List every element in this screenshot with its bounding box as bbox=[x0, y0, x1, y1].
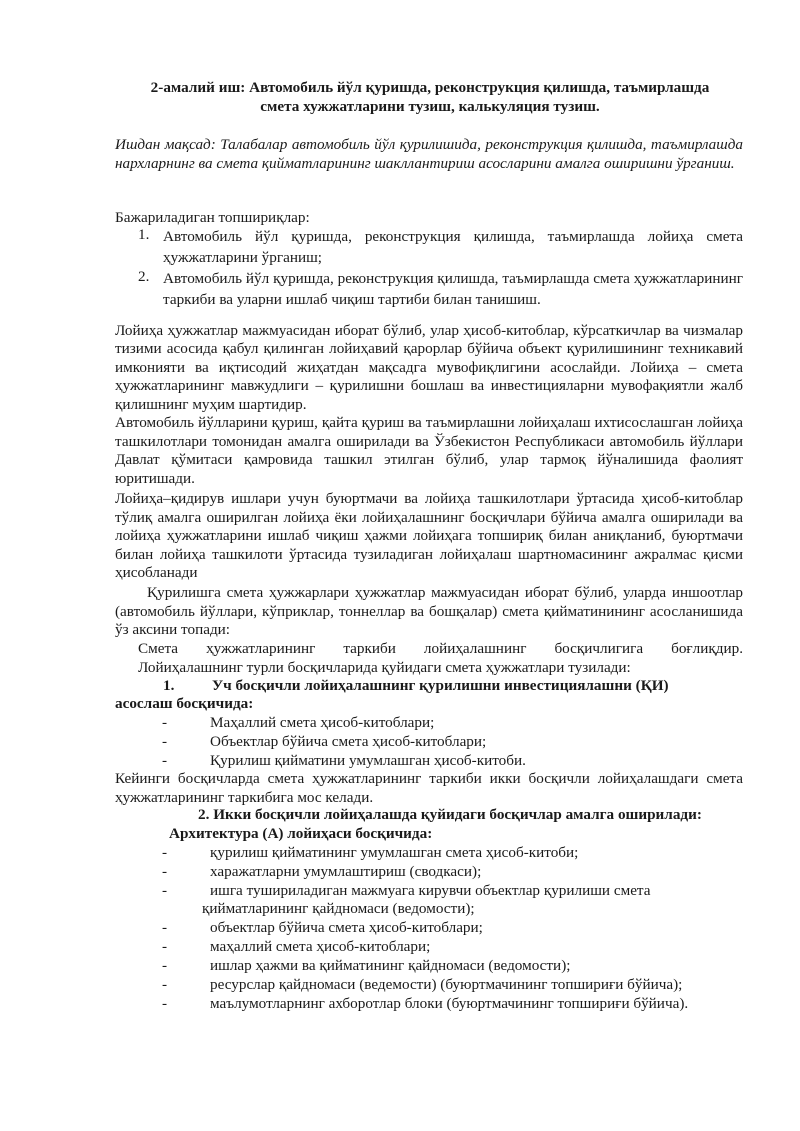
paragraph-composition: Смета ҳужжатларининг таркиби лойиҳалашнинг босқичлигига боғлиқдир. bbox=[138, 640, 743, 657]
list-item bbox=[162, 714, 434, 733]
list-item bbox=[162, 844, 578, 863]
list-item bbox=[162, 882, 651, 901]
dash-bullet: - bbox=[162, 938, 168, 955]
paragraph-estimate-docs: Қурилишга смета ҳужжарлари ҳужжатлар мажмуасидан иборат бўлиб, уларда иншоотлар (автомобиль йўллари, кўприклар, тоннеллар ва бошқалар) смета қийматинининг асосланишида ўз аксини топади: bbox=[115, 584, 743, 639]
list-item-text: харажатларни умумлаштириш (сводкаси); bbox=[210, 863, 482, 880]
dash-bullet: - bbox=[162, 752, 168, 769]
title-line-1: 2-амалий иш: Автомобиль йўл қуришда, реконструкция қилишда, таъмирлашда bbox=[150, 79, 710, 96]
task-number: 1. bbox=[138, 226, 150, 243]
dash-bullet: - bbox=[162, 733, 168, 750]
list-item-text: Қурилиш қийматини умумлашган ҳисоб-китоби. bbox=[210, 752, 526, 769]
list-item-text: объектлар бўйича смета ҳисоб-китоблари; bbox=[210, 919, 483, 936]
list-item bbox=[162, 752, 526, 771]
dash-bullet: - bbox=[162, 882, 168, 899]
task-text: Автомобиль йўл қуришда, реконструкция қилишда, таъмирлашда лойиҳа смета ҳужжатларини ўрганиш; bbox=[163, 228, 743, 266]
paragraph-road-design: Автомобиль йўлларини қуриш, қайта қуриш ва таъмирлашни лойиҳалаш ихтисослашган лойиҳа ташкилотлари томонидан амалга оширилади ва Ўзбекистон Республикаси автомобиль йўллари Давлат қўмитаси қамровида ташкил этилган бўлиб, улар тармоқ йўналишида фаолият юритишади. bbox=[115, 414, 743, 487]
task-item-2 bbox=[138, 268, 743, 310]
task-text: Автомобиль йўл қуришда, реконструкция қилишда, таъмирлашда смета ҳужжатларининг таркиби ва уларни ишлаб чиқиш тартиби билан танишиш. bbox=[163, 270, 743, 308]
list-item-text: Объектлар бўйича смета ҳисоб-китоблари; bbox=[210, 733, 487, 750]
dash-bullet: - bbox=[162, 995, 168, 1012]
list-item-text: маҳаллий смета ҳисоб-китоблари; bbox=[210, 938, 431, 955]
tasks-heading: Бажариладиган топшириқлар: bbox=[115, 209, 310, 226]
list-item-text: ишга тушириладиган мажмуага кирувчи объектлар қурилиши смета bbox=[210, 882, 651, 899]
dash-bullet: - bbox=[162, 919, 168, 936]
task-item-1 bbox=[138, 226, 743, 268]
list-item-text: маълумотларнинг ахборотлар блоки (буюртмачининг топшириғи бўйича). bbox=[210, 995, 689, 1012]
stage-1-title: Уч босқичли лойиҳалашнинг қурилишни инвестициялашни (ҚИ) bbox=[211, 677, 669, 694]
list-item bbox=[162, 733, 486, 752]
stage-1-number: 1. bbox=[163, 677, 175, 694]
list-item bbox=[162, 957, 570, 976]
task-number: 2. bbox=[138, 268, 150, 285]
title-line-2: смета хужжатларини тузиш, калькуляция тузиш. bbox=[260, 97, 600, 115]
list-item bbox=[162, 976, 682, 995]
stage-1-subtitle: асослаш босқичида: bbox=[115, 695, 254, 712]
list-item bbox=[162, 938, 430, 957]
dash-bullet: - bbox=[162, 957, 168, 974]
stage-2-heading: 2. Икки босқичли лойиҳалашда қуйидаги босқичлар амалга оширилади: bbox=[198, 806, 702, 823]
list-item-text: ишлар ҳажми ва қийматининг қайдномаси (ведомости); bbox=[210, 957, 571, 974]
list-item-continuation: қийматларининг қайдномаси (ведомости); bbox=[202, 900, 475, 917]
stage-2-subtitle: Архитектура (А) лойиҳаси босқичида: bbox=[169, 825, 433, 842]
goal-paragraph: Ишдан мақсад: Талабалар автомобиль йўл қурилишида, реконструкция қилишда, таъмирлашда нархларнинг ва смета қийматларининг шакллантириш асосларини амалга оширишни ўрганиш. bbox=[115, 136, 743, 172]
list-item-text: ресурслар қайдномаси (ведемости) (буюртмачининг топшириғи бўйича); bbox=[210, 976, 683, 993]
paragraph-next-stages: Кейинги босқичларда смета ҳужжатларининг таркиби икки босқичли лойиҳалашдаги смета ҳужжатларининг таркибига мос келади. bbox=[115, 770, 743, 806]
dash-bullet: - bbox=[162, 844, 168, 861]
paragraph-stages: Лойиҳалашнинг турли босқичларида қуйидаги смета ҳужжатлари тузилади: bbox=[138, 659, 631, 676]
paragraph-survey-works: Лойиҳа–қидирув ишлари учун буюртмачи ва лойиҳа ташкилотлари ўртасида ҳисоб-китоблар тўлиқ амалга оширилган лойиҳа ёки лойиҳалашнинг босқичлари бўйича амалга оширилади ва лойиҳа ҳужжатларини ишлаб чиқиш ҳажми лойиҳага топшириқ билан аниқланиб, буюртмачи билан лойиҳа ташкилоти ўртасида тузиладиган лойиҳалаш шартномасининг ажралмас қисми ҳисобланади bbox=[115, 490, 743, 582]
dash-bullet: - bbox=[162, 714, 168, 731]
list-item bbox=[162, 995, 688, 1014]
list-item bbox=[162, 863, 481, 882]
stage-1-heading bbox=[163, 677, 669, 696]
dash-bullet: - bbox=[162, 863, 168, 880]
list-item-text: Маҳаллий смета ҳисоб-китоблари; bbox=[210, 714, 435, 731]
list-item-text: қурилиш қийматининг умумлашган смета ҳисоб-китоби; bbox=[210, 844, 579, 861]
list-item bbox=[162, 919, 483, 938]
paragraph-project-docs: Лойиҳа ҳужжатлар мажмуасидан иборат бўлиб, улар ҳисоб-китоблар, кўрсаткичлар ва чизмалар тизими асосида қабул қилинган лойиҳавий қарорлар бўйича объект қурилишининг техникавий имконияти ва иқтисодий жиҳатдан мақсадга мувофиқлигини асослайди. Лойиҳа – смета ҳужжатларининг мавжудлиги – қурилишни бошлаш ва инвестицияларни мувофақиятли жалб қилишнинг муҳим шартидир. bbox=[115, 322, 743, 413]
page-title bbox=[100, 79, 760, 116]
dash-bullet: - bbox=[162, 976, 168, 993]
